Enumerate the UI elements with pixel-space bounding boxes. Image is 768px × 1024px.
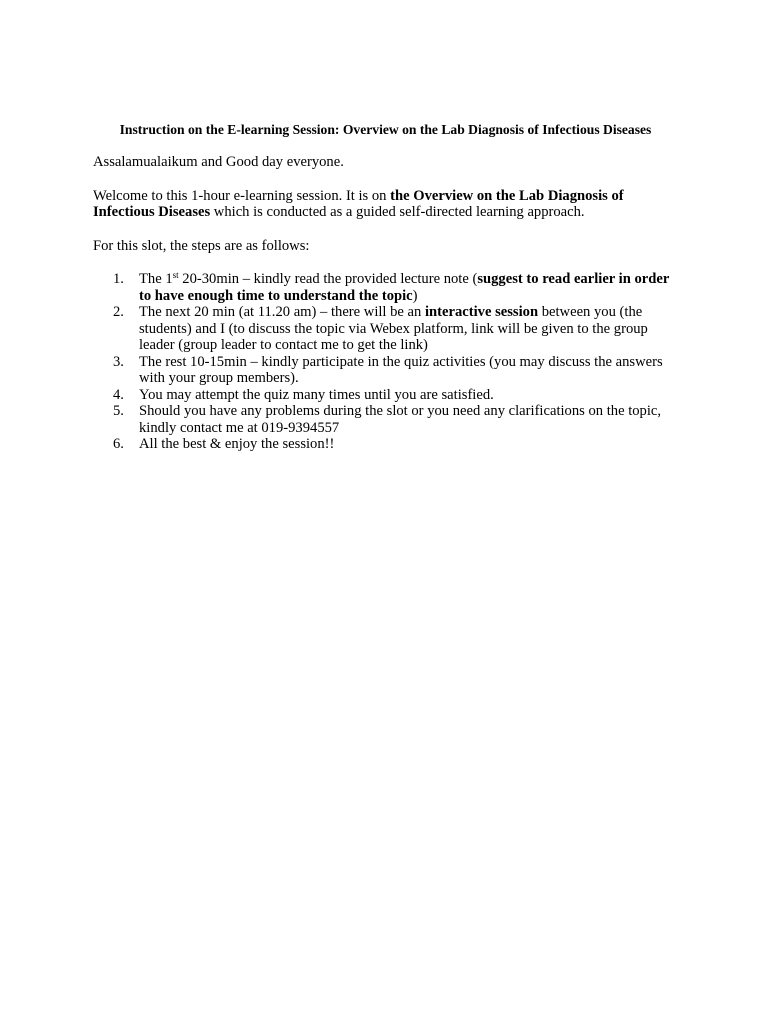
step-text: 20-30min – kindly read the provided lecture note (: [178, 271, 478, 287]
step-number: 6.: [113, 436, 124, 452]
step-number: 4.: [113, 386, 124, 403]
step-number: 5.: [113, 403, 124, 419]
step-text: ): [412, 287, 418, 304]
list-item-step-1: [113, 270, 678, 304]
steps-intro: For this slot, the steps are as follows:: [93, 237, 310, 254]
list-item-step-3: [113, 353, 678, 387]
step-superscript: st: [172, 270, 179, 280]
step-number: 2.: [113, 304, 124, 320]
welcome-paragraph: [93, 188, 678, 221]
step-bold-text: suggest to read earlier in order to have enough time to understand the topic: [139, 271, 670, 304]
step-number: 3.: [113, 353, 124, 370]
greeting-paragraph: Assalamualaikum and Good day everyone.: [93, 154, 344, 170]
list-item-step-4: [113, 386, 678, 404]
step-bold-text: interactive session: [424, 304, 539, 320]
step-text: The next 20 min (at 11.20 am) – there will be an: [139, 304, 425, 320]
welcome-prefix: Welcome to this 1-hour e-learning session. It is on: [93, 187, 391, 204]
step-number: 1.: [113, 271, 124, 287]
step-text: The 1: [139, 271, 173, 287]
welcome-suffix: which is conducted as a guided self-directed learning approach.: [210, 204, 585, 220]
steps-list: [93, 271, 678, 453]
step-text: between you (the students) and I (to discuss the topic via Webex platform, link will be given to the group leader (group leader to contact me to get the link): [139, 304, 648, 353]
document-title: Instruction on the E-learning Session: Overview on the Lab Diagnosis of Infectious Diseases: [119, 122, 652, 137]
list-item-step-2: [113, 304, 678, 354]
welcome-bold-topic: the Overview on the Lab Diagnosis of Infectious Diseases: [93, 187, 624, 220]
step-text: You may attempt the quiz many times until you are satisfied.: [139, 386, 494, 403]
list-item-step-6: [113, 436, 678, 453]
list-item-step-5: [113, 403, 678, 436]
step-text: Should you have any problems during the slot or you need any clarifications on the topic, kindly contact me at 019-9394557: [139, 403, 662, 436]
step-text: The rest 10-15min – kindly participate in the quiz activities (you may discuss the answers with your group members).: [139, 353, 663, 386]
step-text: All the best & enjoy the session!!: [139, 436, 335, 452]
document-page: [93, 121, 678, 453]
